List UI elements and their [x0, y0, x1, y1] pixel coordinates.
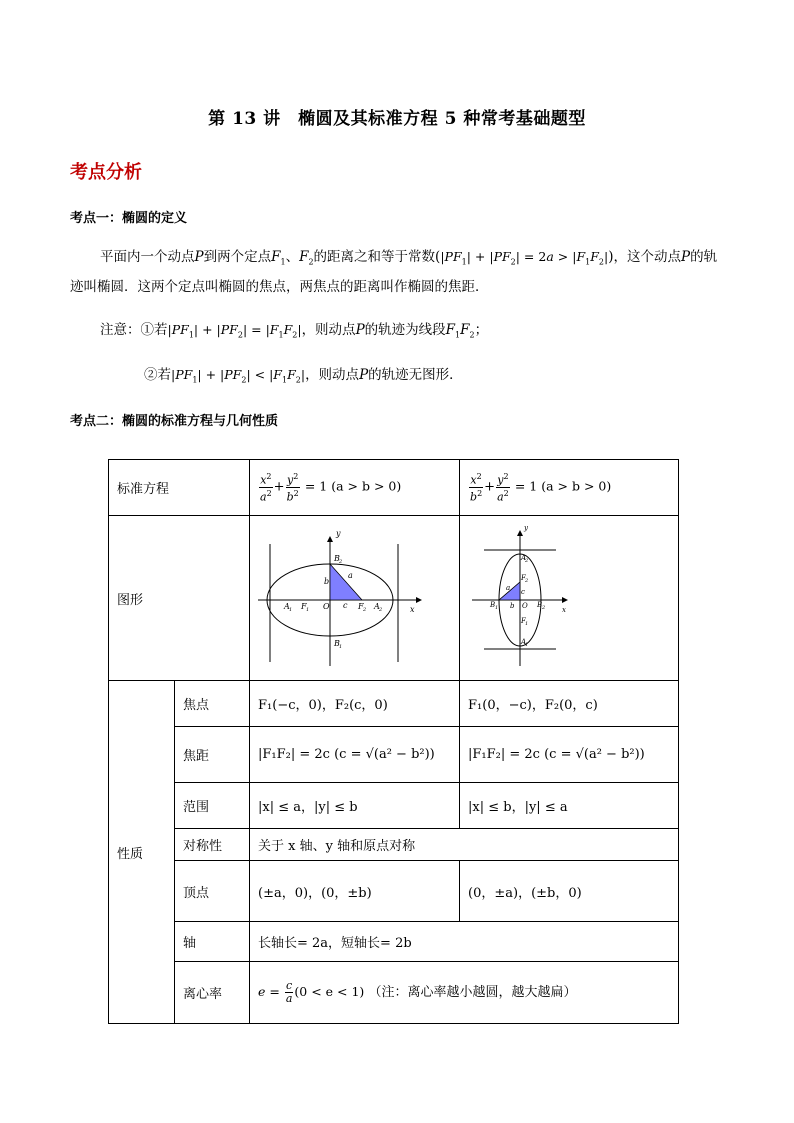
svg-text:B: B — [334, 554, 340, 563]
svg-text:B: B — [490, 601, 496, 609]
table-row — [109, 962, 679, 1024]
svg-text:x: x — [562, 606, 566, 614]
svg-text:A: A — [521, 554, 527, 562]
svg-text:c: c — [521, 588, 525, 596]
group-label-properties: 性质 — [109, 681, 175, 1024]
focus-vertical: F₁(0，−c)，F₂(0，c) — [460, 681, 679, 727]
svg-text:x: x — [410, 605, 415, 614]
vertex-vertical: (0，±a)，(±b，0) — [460, 861, 679, 922]
table-row — [109, 861, 679, 922]
svg-text:1: 1 — [525, 621, 529, 627]
svg-text:O: O — [323, 602, 330, 611]
row-label-figure: 图形 — [109, 516, 250, 681]
svg-text:1: 1 — [306, 607, 310, 613]
section-title: 考点分析 — [70, 162, 142, 183]
label-focal-distance: 焦距 — [175, 727, 250, 783]
focus-horizontal: F₁(−c，0)，F₂(c，0) — [250, 681, 460, 727]
focal-horizontal: |F₁F₂| = 2c (c = √(a² − b²)) — [250, 727, 460, 783]
svg-text:2: 2 — [542, 605, 546, 611]
table-row — [109, 681, 679, 727]
label-symmetry: 对称性 — [175, 829, 250, 861]
svg-text:2: 2 — [525, 558, 529, 564]
svg-text:1: 1 — [339, 644, 343, 650]
horizontal-ellipse-diagram — [250, 516, 460, 676]
figure-vertical-ellipse — [460, 516, 679, 681]
svg-text:2: 2 — [379, 607, 383, 613]
page-title: 第 13 讲 椭圆及其标准方程 5 种常考基础题型 — [208, 109, 586, 129]
svg-text:F: F — [521, 617, 526, 625]
table-row — [109, 516, 679, 681]
equation-horizontal: $\frac{x^2}{a^2}$ + $\frac{y^2}{b^2}$ = 1 (a > b > 0) — [250, 460, 460, 516]
svg-text:F: F — [358, 602, 364, 611]
svg-text:F: F — [301, 602, 307, 611]
table-row — [109, 829, 679, 861]
svg-text:A: A — [521, 638, 527, 646]
table-row — [109, 783, 679, 829]
svg-text:A: A — [374, 602, 380, 611]
range-vertical: |x| ≤ b，|y| ≤ a — [460, 783, 679, 829]
note-1: 注意：①若$|PF_1| + |PF_2| = |F_1F_2|$，则动点P的轨迹为线段$F_1F_2$； — [100, 322, 489, 340]
svg-text:c: c — [343, 601, 348, 610]
svg-text:F: F — [521, 574, 526, 582]
label-focus: 焦点 — [175, 681, 250, 727]
table-row — [109, 460, 679, 516]
point1-heading: 考点一：椭圆的定义 — [70, 211, 188, 226]
svg-text:a: a — [506, 584, 511, 592]
svg-text:1: 1 — [525, 642, 529, 648]
svg-text:B: B — [334, 639, 340, 648]
eccentricity-value: e = $\frac{c}{a}$ (0 < e < 1) （注：离心率越小越圆，越大越扁） — [250, 962, 679, 1024]
point2-heading: 考点二：椭圆的标准方程与几何性质 — [70, 414, 279, 429]
label-vertex: 顶点 — [175, 861, 250, 922]
svg-text:y: y — [336, 529, 341, 538]
svg-text:2: 2 — [363, 607, 367, 613]
svg-text:1: 1 — [495, 605, 499, 611]
focal-vertical: |F₁F₂| = 2c (c = √(a² − b²)) — [460, 727, 679, 783]
table-row — [109, 727, 679, 783]
definition-line1: 平面内一个动点P到两个定点$F_1$、$F_2$的距离之和等于常数$(|PF_1| + |PF_2| = 2a > |F_1F_2|)$，这个动点P的轨 — [100, 249, 718, 267]
note-2: ②若$|PF_1| + |PF_2| < |F_1F_2|$，则动点P的轨迹无图形． — [144, 367, 463, 385]
axis-value: 长轴长= 2a，短轴长= 2b — [250, 922, 679, 962]
svg-text:y: y — [524, 524, 528, 532]
svg-text:b: b — [324, 577, 330, 586]
range-horizontal: |x| ≤ a，|y| ≤ b — [250, 783, 460, 829]
svg-text:B: B — [537, 601, 543, 609]
label-eccentricity: 离心率 — [175, 962, 250, 1024]
row-label-equation: 标准方程 — [109, 460, 250, 516]
svg-text:2: 2 — [525, 578, 529, 584]
label-range: 范围 — [175, 783, 250, 829]
equation-vertical: $\frac{x^2}{b^2}$ + $\frac{y^2}{a^2}$ = 1 (a > b > 0) — [460, 460, 679, 516]
svg-text:2: 2 — [339, 559, 343, 565]
svg-text:b: b — [510, 602, 515, 610]
figure-horizontal-ellipse — [250, 516, 460, 681]
label-axis: 轴 — [175, 922, 250, 962]
symmetry-value: 关于 x 轴、y 轴和原点对称 — [250, 829, 679, 861]
table-row — [109, 922, 679, 962]
svg-text:1: 1 — [289, 607, 293, 613]
svg-text:O: O — [522, 602, 528, 610]
ellipse-properties-table — [108, 459, 679, 1024]
svg-text:a: a — [348, 571, 353, 580]
vertex-horizontal: (±a，0)，(0，±b) — [250, 861, 460, 922]
svg-text:A: A — [284, 602, 290, 611]
vertical-ellipse-diagram — [460, 516, 679, 676]
definition-line2: 迹叫椭圆．这两个定点叫椭圆的焦点，两焦点的距离叫作椭圆的焦距． — [70, 279, 489, 295]
